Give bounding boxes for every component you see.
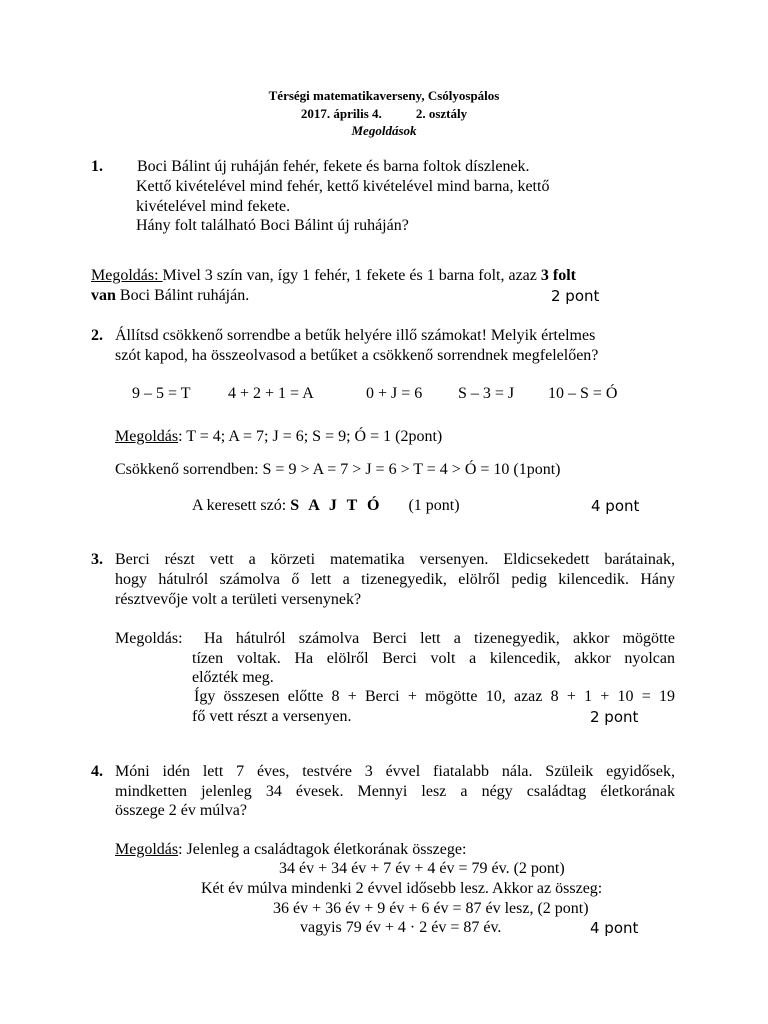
problem-1-number: 1. xyxy=(91,158,103,175)
solution-1-label: Megoldás: xyxy=(91,267,159,284)
solution-1-line: Megoldás: Mivel 3 szín van, így 1 fehér, 1 fekete és 1 barna folt, azaz 3 folt xyxy=(91,267,576,284)
problem-1-points: 2 pont xyxy=(551,287,600,305)
solution-4-line: Megoldás: Jelenleg a családtagok életkorának összege: xyxy=(115,841,467,858)
problem-1-line: Kettő kivételével mind fehér, kettő kivételével mind barna, kettő xyxy=(136,178,550,195)
solution-2-label: Megoldás xyxy=(115,428,179,445)
equation-s: S – 3 = J xyxy=(458,385,515,402)
problem-4-line: mindketten jelenleg 34 évesek. Mennyi lesz a négy családtag életkorának xyxy=(115,783,675,800)
solution-2-word-line: A keresett szó: S A J T Ó (1 pont) xyxy=(192,497,460,514)
solution-4-label: Megoldás xyxy=(115,841,179,858)
problem-3-line: hogy hátulról számolva ő lett a tizenegyedik, elölről pedig kilencedik. Hány xyxy=(115,571,675,588)
equation-o: 10 – S = Ó xyxy=(548,385,618,402)
solution-3-line: Így összesen előtte 8 + Berci + mögötte 10, azaz 8 + 1 + 10 = 19 xyxy=(194,688,675,705)
problem-3-line: résztvevője volt a területi versenynek? xyxy=(115,591,362,608)
solution-4-line: Két év múlva mindenki 2 évvel idősebb lesz. Akkor az összeg: xyxy=(201,880,603,897)
solution-4-line: 34 év + 34 év + 7 év + 4 év = 79 év. (2 pont) xyxy=(279,860,565,877)
problem-2-points: 4 pont xyxy=(591,497,640,515)
solution-4-line: 36 év + 36 év + 9 év + 6 év = 87 év lesz, (2 pont) xyxy=(273,900,589,917)
solution-3-line: Ha hátulról számolva Berci lett a tizenegyedik, akkor mögötte xyxy=(204,630,675,647)
equation-t: 9 – 5 = T xyxy=(132,385,191,402)
problem-3-number: 3. xyxy=(91,551,103,568)
equation-a: 4 + 2 + 1 = A xyxy=(228,385,314,402)
solution-1-line-2: van Boci Bálint ruháján. xyxy=(91,287,250,304)
solution-3-line: fő vett részt a versenyen. xyxy=(192,708,352,725)
solution-3-line: előzték meg. xyxy=(192,669,274,686)
solution-4-line: vagyis 79 év + 4 · 2 év = 87 év. xyxy=(300,919,502,936)
doc-subtitle: Megoldások xyxy=(351,123,417,138)
solution-2-order: Csökkenő sorrendben: S = 9 > A = 7 > J = 6 > T = 4 > Ó = 10 (1pont) xyxy=(115,461,561,478)
solution-3-label: Megoldás: xyxy=(115,630,183,647)
problem-2-line: szót kapod, ha összeolvasod a betűket a csökkenő sorrendnek megfelelően? xyxy=(115,347,599,364)
problem-2-line: Állítsd csökkenő sorrendbe a betűk helyére illő számokat! Melyik értelmes xyxy=(115,327,596,344)
problem-4-line: Móni idén lett 7 éves, testvére 3 évvel fiatalabb nála. Szüleik egyidősek, xyxy=(115,763,675,780)
problem-3-line: Berci részt vett a körzeti matematika versenyen. Eldicsekedett barátainak, xyxy=(115,551,675,568)
equation-j: 0 + J = 6 xyxy=(366,385,423,402)
solution-3-line: tízen voltak. Ha elölről Berci volt a kilencedik, akkor nyolcan xyxy=(192,650,675,667)
solution-2-line: Megoldás: T = 4; A = 7; J = 6; S = 9; Ó = 1 (2pont) xyxy=(115,428,443,445)
doc-grade: 2. osztály xyxy=(415,106,468,121)
problem-4-line: összege 2 év múlva? xyxy=(115,802,247,819)
answer-word: S A J T Ó xyxy=(290,497,383,514)
problem-1-line: kivételével mind fekete. xyxy=(136,198,291,215)
doc-date: 2017. április 4. xyxy=(300,106,382,121)
problem-3-points: 2 pont xyxy=(590,708,639,726)
problem-2-number: 2. xyxy=(91,327,103,344)
problem-4-number: 4. xyxy=(91,763,103,780)
problem-1-line: Boci Bálint új ruháján fehér, fekete és barna foltok díszlenek. xyxy=(137,158,530,175)
problem-1-line: Hány folt található Boci Bálint új ruháján? xyxy=(136,217,409,234)
doc-title: Térségi matematikaverseny, Csólyospálos xyxy=(268,88,500,103)
problem-4-points: 4 pont xyxy=(590,919,639,937)
